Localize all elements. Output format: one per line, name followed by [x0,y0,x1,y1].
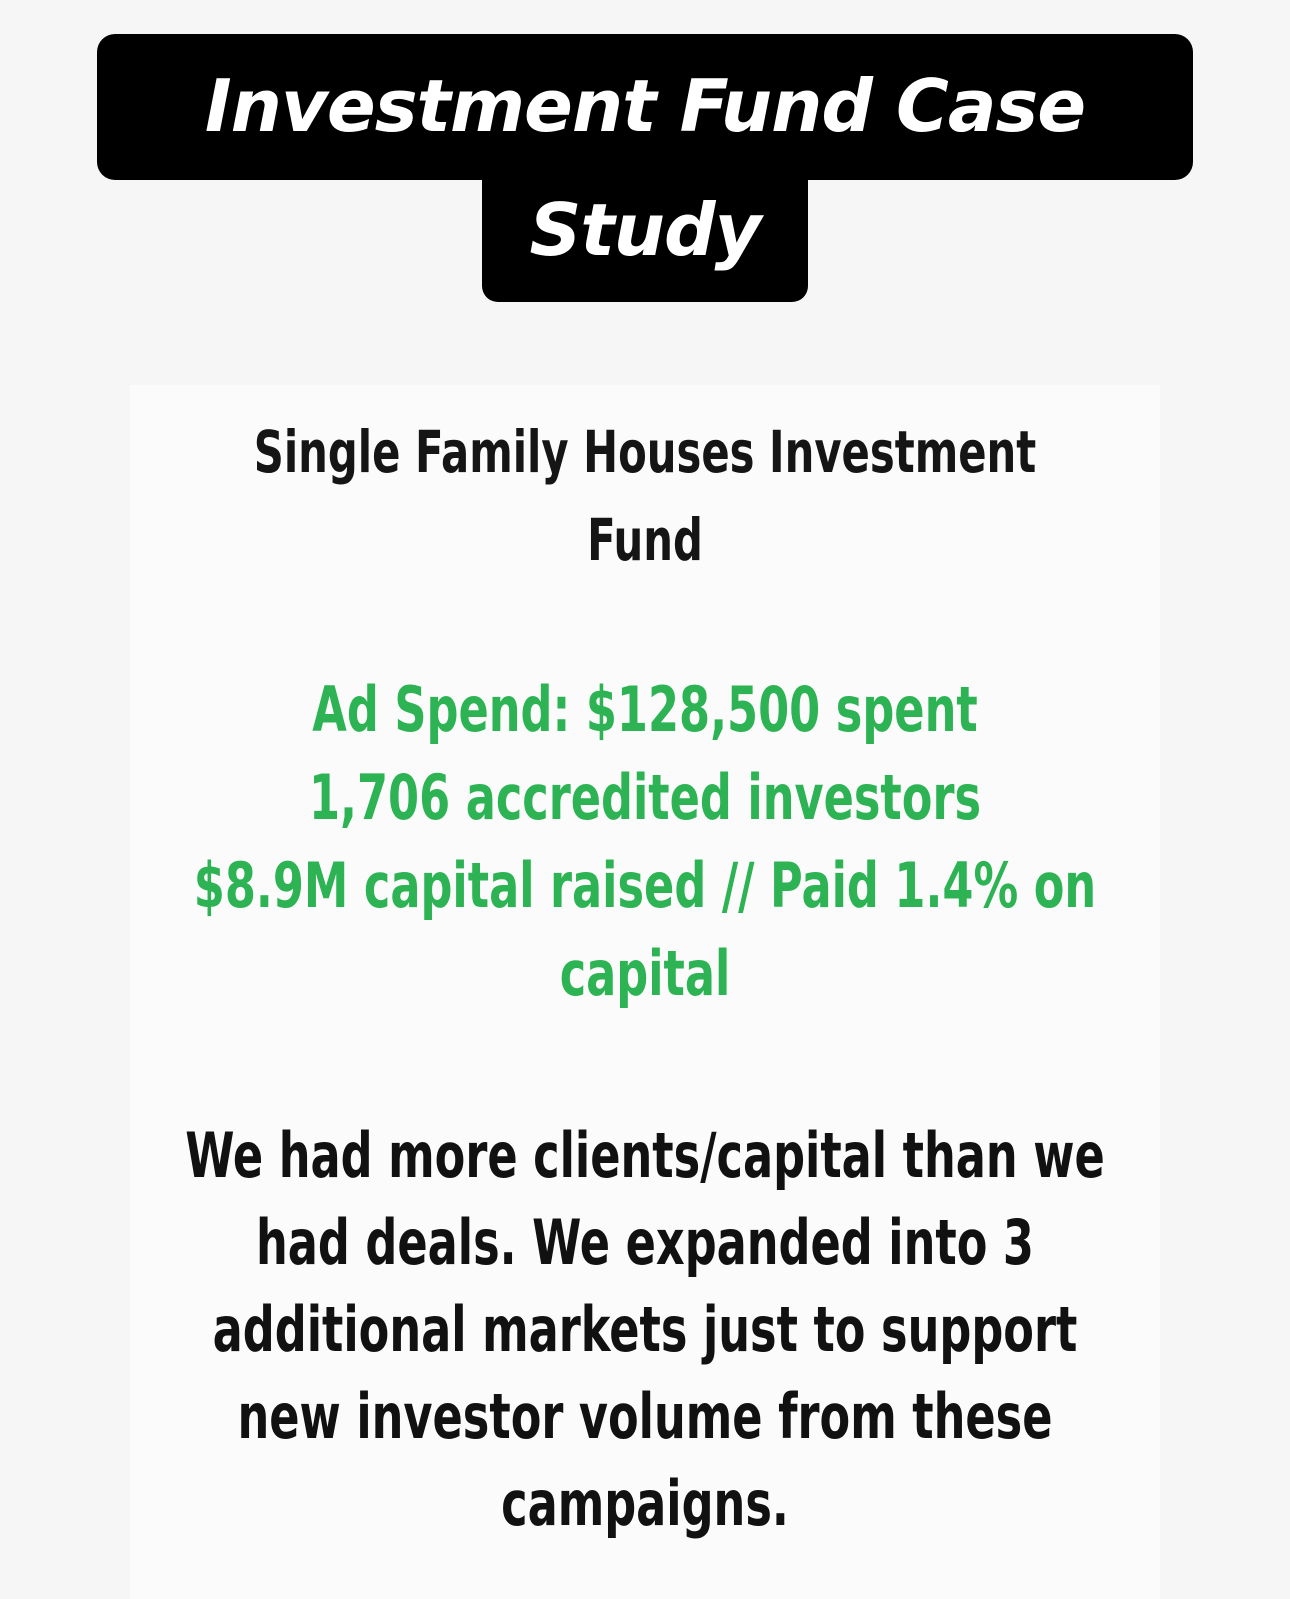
description-line: We had more clients/capital than we [185,1119,1105,1192]
subtitle-line: Fund [587,506,703,574]
description-paragraph [181,1112,1110,1547]
description-line: new investor volume from these [237,1380,1053,1453]
stats-block [181,666,1110,1018]
stat-investors: 1,706 accredited investors [308,761,982,834]
stat-capital-raised: $8.9M capital raised // Paid 1.4% on [193,849,1097,922]
stat-ad-spend: Ad Spend: $128,500 spent [312,673,978,746]
subtitle-line: Single Family Houses Investment [253,418,1037,486]
description-line: had deals. We expanded into 3 [256,1206,1034,1279]
description-line: campaigns. [501,1467,789,1540]
title-line-1: Investment Fund Case [97,34,1193,180]
description-line: additional markets just to support [212,1293,1078,1366]
title-line-2: Study [482,178,808,302]
title-banner [0,34,1290,302]
fund-subtitle [181,408,1110,584]
stat-capital-continued: capital [559,937,731,1010]
